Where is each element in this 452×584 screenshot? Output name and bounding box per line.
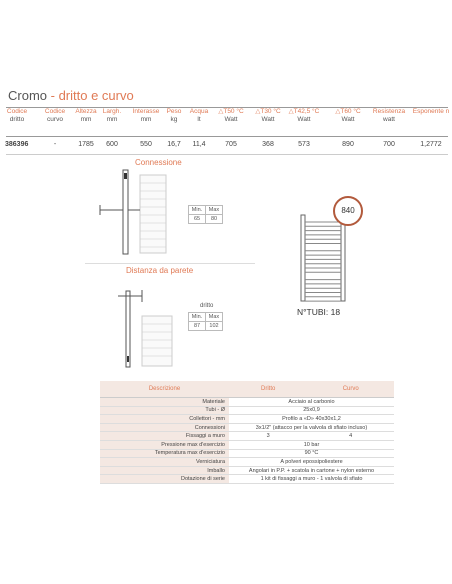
table-header-row: [0, 108, 452, 130]
spec-value: Acciaio al carbonio: [229, 398, 394, 407]
header-col: [335, 108, 360, 124]
title-sub: - dritto e curvo: [50, 88, 134, 103]
spec-row: [100, 440, 394, 449]
header-unit: Watt: [297, 116, 311, 123]
spec-value: 10 bar: [229, 440, 394, 449]
spec-label: Collettori - mm: [100, 415, 229, 424]
min-label: Min.: [189, 206, 206, 215]
spec-row: [100, 415, 394, 424]
header-col: [190, 108, 208, 124]
table-cell: 11,4: [192, 141, 206, 148]
table-cell: 550: [140, 141, 152, 148]
connessione-title: Connessione: [135, 158, 182, 167]
spec-row: [100, 449, 394, 458]
header-col: [45, 108, 65, 124]
table-cell: 368: [262, 141, 274, 148]
spec-value: 1 kit di fissaggi a muro - 1 valvola di sfiato: [229, 475, 394, 484]
header-unit: mm: [140, 116, 152, 123]
page-title: [8, 88, 134, 103]
header-label: Codice: [6, 108, 28, 115]
table-cell: 600: [106, 141, 118, 148]
spec-value-curvo: 4: [307, 432, 394, 441]
header-col: [413, 108, 450, 116]
table-cell: 573: [298, 141, 310, 148]
header-unit: lt: [197, 116, 201, 123]
spec-row: [100, 458, 394, 467]
min-value: 87: [189, 322, 206, 331]
distanza-title: Distanza da parete: [126, 266, 194, 275]
header-unit: Watt: [224, 116, 238, 123]
spec-value: 90 °C: [229, 449, 394, 458]
table-cell: 386396: [5, 141, 29, 148]
max-value: 102: [206, 322, 223, 331]
header-label: Codice: [44, 108, 66, 115]
row-bottom-rule: [6, 154, 448, 155]
title-main: Cromo: [8, 88, 48, 103]
header-col: [373, 108, 405, 124]
spec-value: Profilo a «D» 40x30x1,2: [229, 415, 394, 424]
tube-count: N°TUBI: 18: [297, 307, 341, 317]
header-unit: mm: [80, 116, 92, 123]
table-cell: 16,7: [167, 141, 181, 148]
spec-header-curvo: Curvo: [307, 381, 394, 398]
max-label: Max: [206, 313, 223, 322]
spec-value: Angolari in P.P. + scatola in cartone + nylon esterno: [229, 466, 394, 475]
header-col: [218, 108, 243, 124]
connessione-diagram: [95, 165, 175, 255]
spec-label: Materiale: [100, 398, 229, 407]
distanza-minmax-table: [188, 312, 223, 331]
header-bottom-rule: [6, 136, 448, 137]
spec-label: Tubi - Ø: [100, 406, 229, 415]
header-unit: kg: [170, 116, 178, 123]
max-value: 80: [206, 215, 223, 224]
header-col: [255, 108, 280, 124]
header-label: △T30 °C: [255, 108, 281, 115]
spec-label: Verniciatura: [100, 458, 229, 467]
header-label: △T60 °C: [335, 108, 361, 115]
spec-label: Pressione max d'esercizio: [100, 440, 229, 449]
spec-header-dritto: Dritto: [229, 381, 307, 398]
spec-value: 25x0,9: [229, 406, 394, 415]
spec-label: Imballo: [100, 466, 229, 475]
distanza-label: dritto: [200, 303, 214, 309]
table-cell: 1,2772: [420, 141, 442, 148]
height-badge: 840: [333, 196, 363, 226]
table-cell: 700: [383, 141, 395, 148]
spec-row: [100, 466, 394, 475]
header-col: [103, 108, 121, 124]
spec-row: [100, 432, 394, 441]
divider: [85, 263, 255, 264]
table-cell: 1785: [78, 141, 94, 148]
header-label: Acqua: [189, 108, 209, 115]
header-col: [133, 108, 160, 124]
spec-label: Connessioni: [100, 423, 229, 432]
header-unit: Watt: [341, 116, 355, 123]
header-label: Resistenza: [372, 108, 406, 115]
table-cell: 890: [342, 141, 354, 148]
distanza-diagram: [100, 276, 180, 368]
header-label: Largh.: [102, 108, 122, 115]
header-unit: watt: [383, 116, 395, 123]
spec-value-dritto: 3: [229, 432, 307, 441]
spec-table: [100, 381, 394, 484]
header-unit: curvo: [47, 116, 63, 123]
min-value: 65: [189, 215, 206, 224]
header-label: Esponente n: [412, 108, 450, 115]
header-unit: mm: [106, 116, 118, 123]
header-col: [289, 108, 320, 124]
header-col: [75, 108, 96, 124]
spec-value: A polveri epossipoliestere: [229, 458, 394, 467]
table-cell: -: [53, 141, 57, 148]
spec-label: Fissaggi a muro: [100, 432, 229, 441]
spec-label: Temperatura max d'esercizio: [100, 449, 229, 458]
header-col: [7, 108, 27, 124]
header-col: [167, 108, 182, 124]
table-data-row: [0, 141, 452, 151]
header-label: △T50 °C: [218, 108, 244, 115]
spec-row: [100, 475, 394, 484]
min-label: Min.: [189, 313, 206, 322]
header-unit: Watt: [261, 116, 275, 123]
spec-row: [100, 398, 394, 407]
header-label: Interasse: [132, 108, 160, 115]
header-label: Altezza: [75, 108, 97, 115]
table-cell: 705: [225, 141, 237, 148]
header-label: △T42,5 °C: [288, 108, 320, 115]
spec-row: [100, 406, 394, 415]
header-label: Peso: [166, 108, 182, 115]
spec-row: [100, 423, 394, 432]
header-unit: dritto: [9, 116, 25, 123]
spec-label: Dotazione di serie: [100, 475, 229, 484]
spec-value: 3x1/2" (attacco per la valvola di sfiato incluso): [229, 423, 394, 432]
max-label: Max: [206, 206, 223, 215]
spec-header-descrizione: Descrizione: [100, 381, 229, 398]
connessione-minmax-table: [188, 205, 223, 224]
